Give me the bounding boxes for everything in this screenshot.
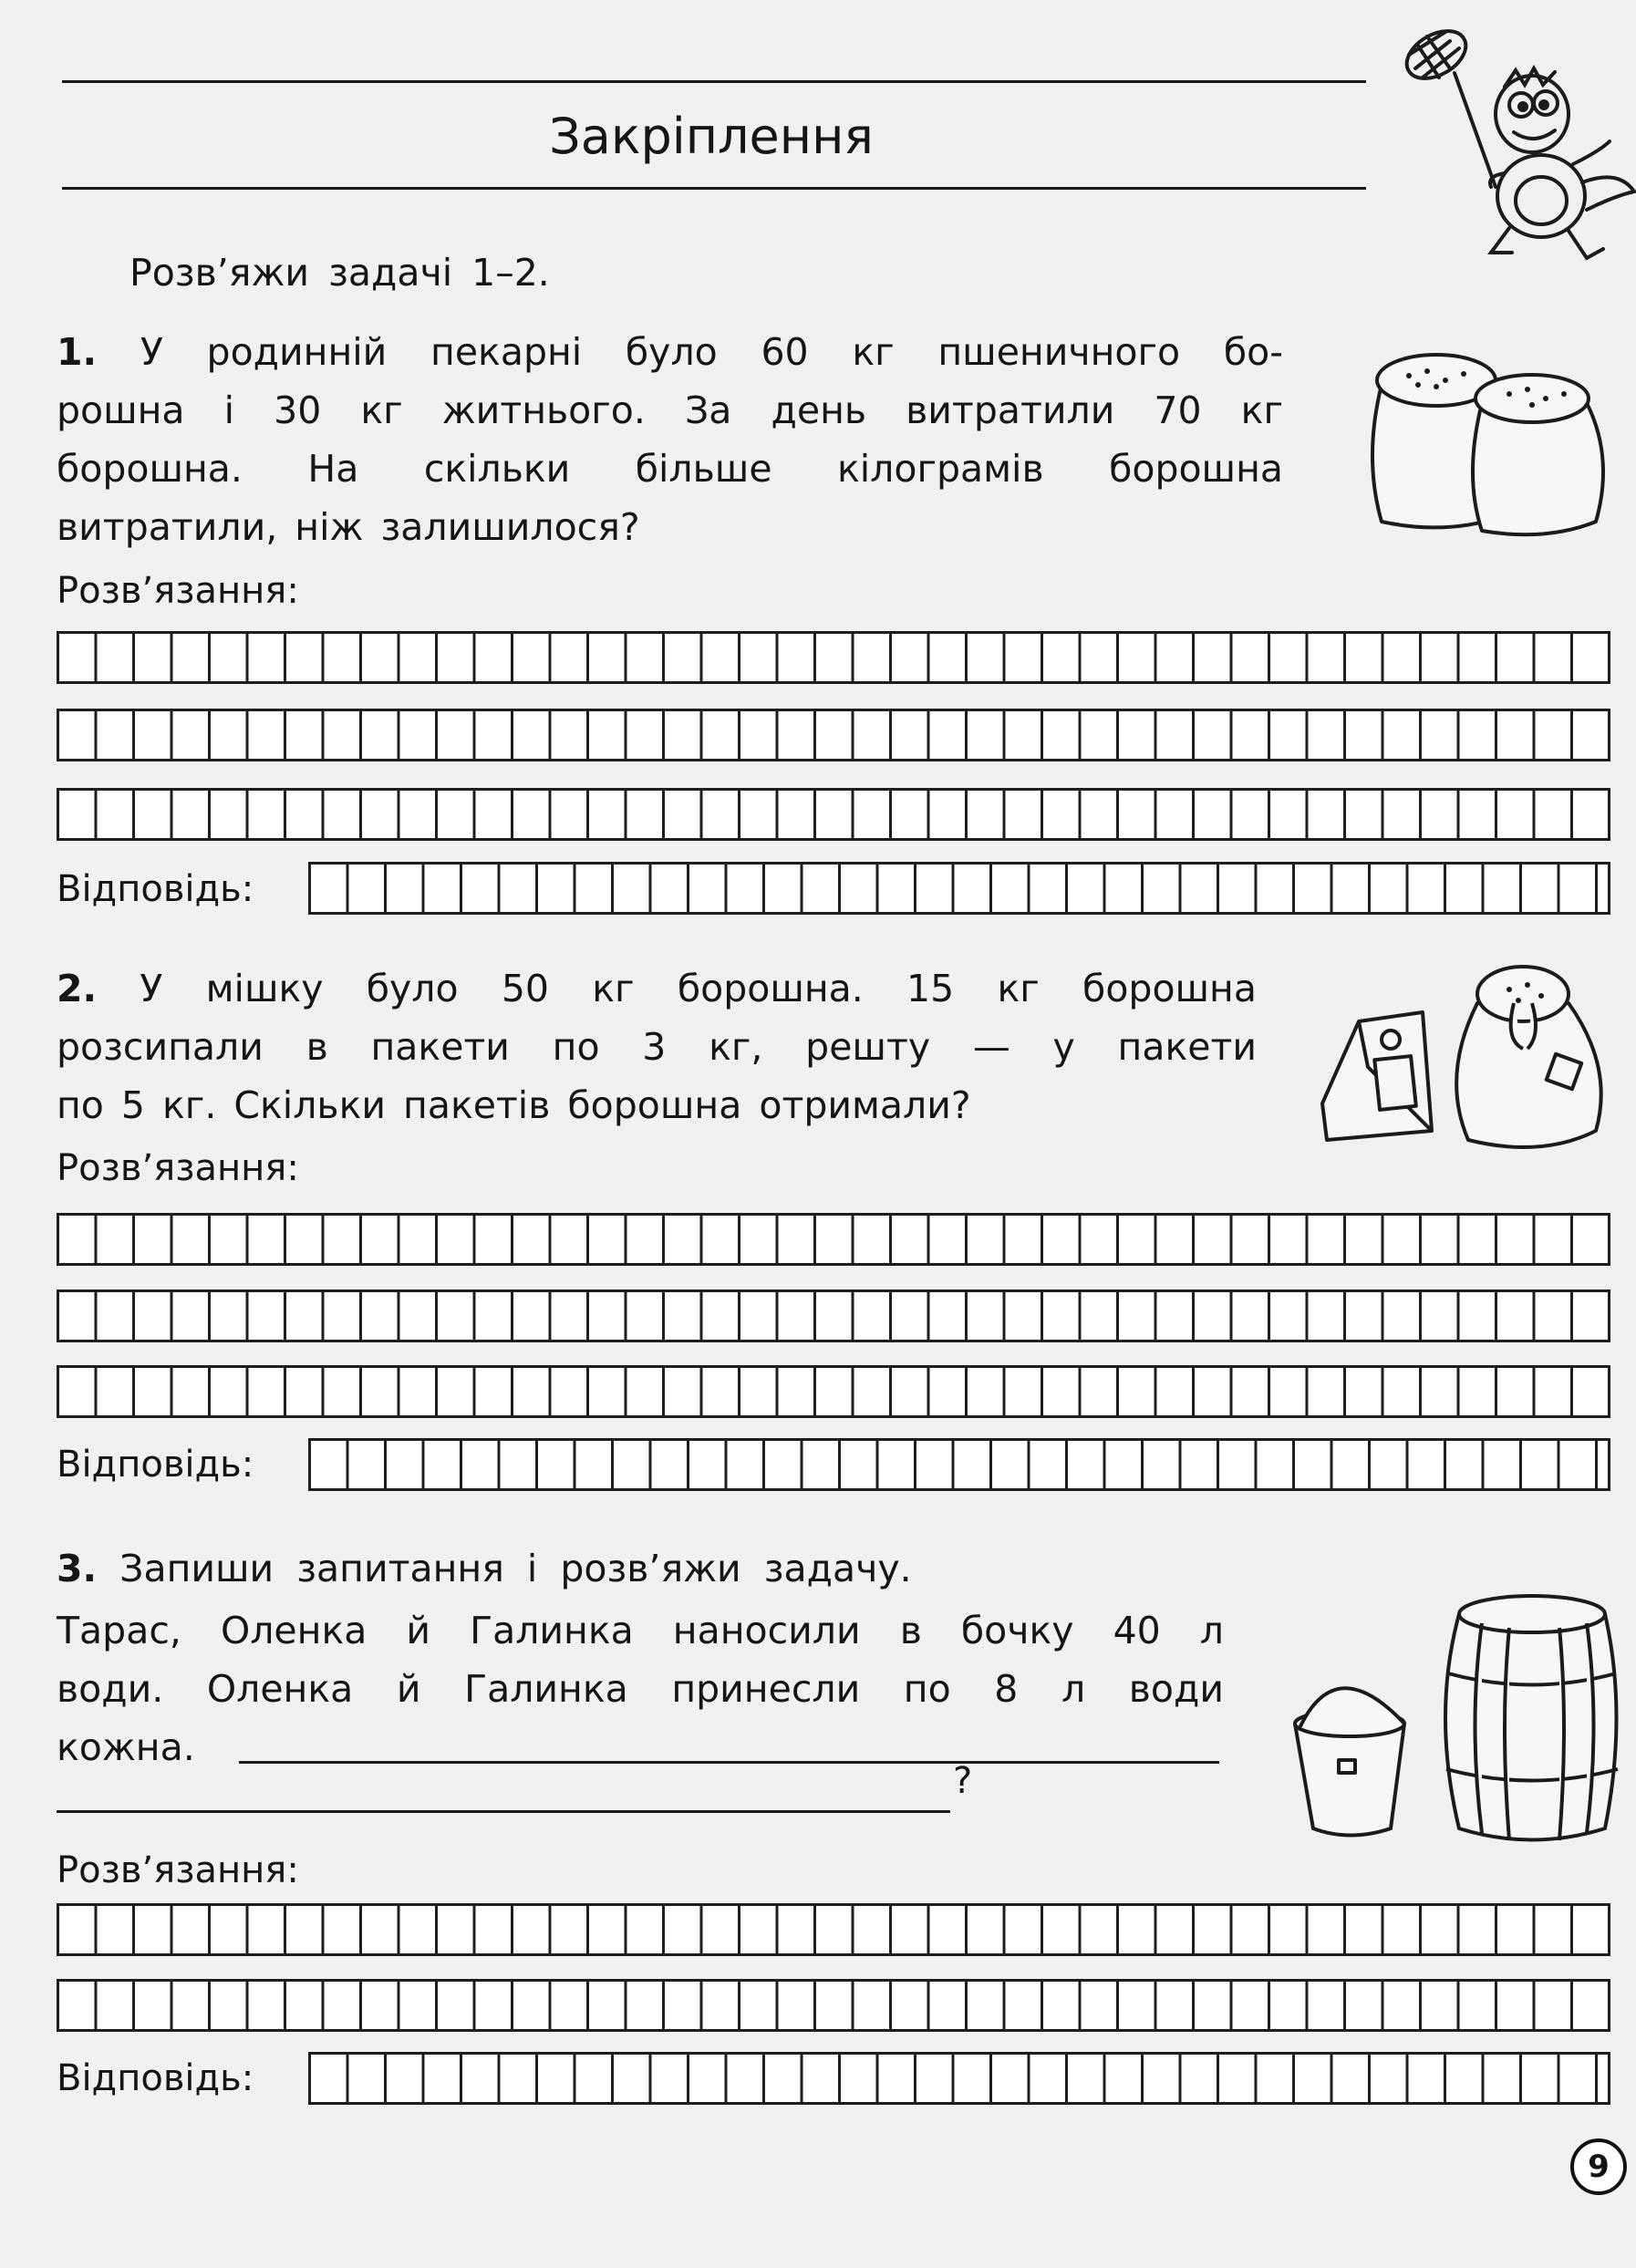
problem-1-line: борошна. На скільки більше кілограмів борошна [57, 447, 1283, 491]
problem-3-number: 3. [57, 1547, 98, 1590]
problem-3-instruction-text: Запиши запитання і розв’яжи задачу. [119, 1547, 912, 1590]
question-line-1[interactable] [239, 1761, 1219, 1764]
problem-2-number: 2. [57, 967, 98, 1010]
flour-bag-and-packet-icon [1304, 948, 1614, 1158]
problem-2-answer-grid[interactable] [308, 1438, 1610, 1491]
problem-1-line: У родинній пекарні було 60 кг пшеничного бо- [140, 330, 1283, 374]
title-top-rule [62, 80, 1366, 83]
problem-2-solution-label: Розв’язання: [57, 1147, 299, 1189]
flour-sacks-icon [1345, 330, 1619, 540]
problem-2-line: по 5 кг. Скільки пакетів борошна отримали? [57, 1083, 971, 1127]
problem-3-line: води. Оленка й Галинка принесли по 8 л води [57, 1667, 1224, 1711]
problem-1-solution-grid-row[interactable] [57, 709, 1610, 761]
problem-3-instruction [57, 1539, 912, 1598]
problem-3-line: кожна. [57, 1725, 195, 1769]
problem-2-line: розсипали в пакети по 3 кг, решту — у пакети [57, 1025, 1257, 1069]
problem-1-solution-label: Розв’язання: [57, 570, 299, 612]
problem-1-answer-grid[interactable] [308, 862, 1610, 915]
question-mark: ? [953, 1760, 973, 1802]
barrel-and-bucket-icon [1286, 1587, 1623, 1851]
problem-1-number: 1. [57, 330, 98, 374]
page-number: 9 [1570, 2139, 1627, 2195]
problem-1-answer-label: Відповідь: [57, 868, 254, 910]
problem-1-solution-grid-row[interactable] [57, 631, 1610, 684]
problem-1-text [57, 323, 1283, 556]
problem-2-text [57, 959, 1257, 1134]
problem-2-solution-grid-row[interactable] [57, 1365, 1610, 1418]
problem-3-answer-grid[interactable] [308, 2052, 1610, 2105]
intro-instruction: Розв’яжи задачі 1–2. [129, 251, 550, 295]
problem-1-line: витратили, ніж залишилося? [57, 505, 640, 549]
problem-2-answer-label: Відповідь: [57, 1444, 254, 1486]
problem-3-answer-label: Відповідь: [57, 2057, 254, 2099]
problem-3-solution-grid-row[interactable] [57, 1979, 1610, 2032]
problem-2-solution-grid-row[interactable] [57, 1213, 1610, 1266]
question-line-2[interactable] [57, 1810, 950, 1813]
title-bottom-rule [62, 187, 1366, 190]
problem-3-solution-grid-row[interactable] [57, 1903, 1610, 1956]
problem-2-solution-grid-row[interactable] [57, 1289, 1610, 1342]
dinosaur-with-net-icon [1395, 14, 1636, 278]
problem-2-line: У мішку було 50 кг борошна. 15 кг борошна [140, 967, 1257, 1010]
page-title: Закріплення [549, 108, 874, 165]
problem-3-solution-label: Розв’язання: [57, 1849, 299, 1891]
problem-1-solution-grid-row[interactable] [57, 788, 1610, 841]
problem-1-line: рошна і 30 кг житнього. За день витратили 70 кг [57, 388, 1283, 432]
problem-3-line: Тарас, Оленка й Галинка наносили в бочку 40 л [57, 1609, 1224, 1652]
problem-3-text [57, 1601, 1224, 1776]
